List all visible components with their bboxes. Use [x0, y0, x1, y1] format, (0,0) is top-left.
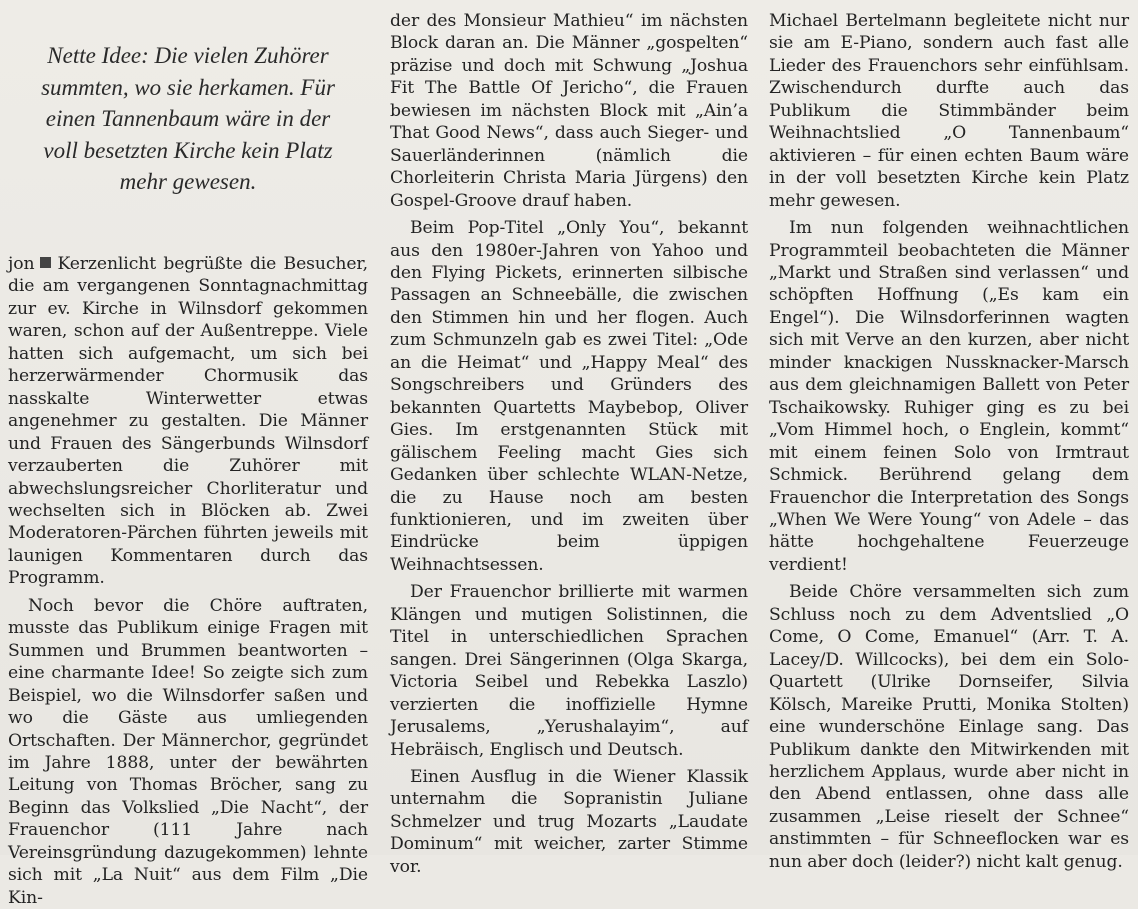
paragraph: Der Frauenchor brillierte mit warmen Klängen und mutigen Solistinnen, die Titel in unterschiedlichen Sprachen sangen. Drei Sängerinnen (Olga Skarga, Victoria Seibel und Rebekka Laszlo) verzierten die inoffizielle Hymne Jerusalems, „Yerushalayim“, auf Hebräisch, Englisch und Deutsch.	[390, 582, 748, 760]
paragraph: Noch bevor die Chöre auftraten, musste das Publikum einige Fragen mit Summen und Brummen beantworten – eine charmante Idee! So zeigte sich zum Beispiel, wo die Wilnsdorfer saßen und wo die Gäste aus umliegenden Ortschaften. Der Männerchor, gegründet im Jahre 1888, unter der bewährten Leitung von Thomas Bröcher, sang zu Beginn das Volkslied „Die Nacht“, der Frauenchor (111 Jahre nach Vereinsgründung dazugekommen) lehnte sich mit „La Nuit“ aus dem Film „Die Kin-	[8, 595, 368, 908]
paragraph: Beide Chöre versammelten sich zum Schluss noch zu dem Adventslied „O Come, O Come, Emanuel“ (Arr. T. A. Lacey/D. Willcocks), bei dem ein Solo-Quartett (Ulrike Dornseifer, Silvia Kölsch, Mareike Prutti, Monika Stolten) eine wunderschöne Einlage sang. Das Publikum dankte den Mitwirkenden mit herzlichem Applaus, wurde aber nicht in den Abend entlassen, ohne dass alle zusammen „Leise rieselt der Schnee“ anstimmten – für Schneeflocken war es nun aber doch (leider?) nicht kalt genug.	[769, 582, 1129, 872]
article-column-2	[390, 10, 748, 878]
byline-bullet-icon	[40, 257, 51, 268]
article-column-1	[8, 253, 368, 909]
paragraph: Michael Bertelmann begleitete nicht nur sie am E-Piano, sondern auch fast alle Lieder des Frauenchors sehr einfühlsam. Zwischendurch durfte auch das Publikum die Stimmbänder beim Weihnachtslied „O Tannenbaum“ aktivieren – für einen echten Baum wäre in der voll besetzten Kirche kein Platz mehr gewesen.	[769, 11, 1129, 211]
byline: jon	[8, 254, 35, 274]
pull-quote: Nette Idee: Die vielen Zuhörer summten, wo sie herkamen. Für einen Tannenbaum wäre in der voll besetzten Kirche kein Platz mehr gewesen.	[41, 43, 335, 194]
paragraph	[8, 253, 368, 590]
paragraph: der des Monsieur Mathieu“ im nächsten Block daran an. Die Männer „gospelten“ präzise und doch mit Schwung „Joshua Fit The Battle Of Jericho“, die Frauen bewiesen im nächsten Block mit „Ain’a That Good News“, dass auch Sieger- und Sauerländerinnen (nämlich die Chorleiterin Christa Maria Jürgens) den Gospel-Groove drauf haben.	[390, 11, 748, 211]
paragraph: Einen Ausflug in die Wiener Klassik unternahm die Sopranistin Juliane Schmelzer und trug Mozarts „Laudate Dominum“ mit weicher, zarter Stimme vor.	[390, 766, 748, 877]
article-column-3	[769, 10, 1129, 873]
paragraph-text: Kerzenlicht begrüßte die Besucher, die am vergangenen Sonntagnachmittag zur ev. Kirche in Wilnsdorf gekommen waren, schon auf der Außentreppe. Viele hatten sich aufgemacht, um sich bei herzerwärmender Chormusik das nasskalte Winterwetter etwas angenehmer zu gestalten. Die Männer und Frauen des Sängerbunds Wilnsdorf verzauberten die Zuhörer mit abwechslungsreicher Chorliteratur und wechselten sich in Blöcken ab. Zwei Moderatoren-Pärchen führten jeweils mit launigen Kommentaren durch das Programm.	[8, 254, 368, 589]
paragraph: Im nun folgenden weihnachtlichen Programmteil beobachteten die Männer „Markt und Straßen sind verlassen“ und schöpften Hoffnung („Es kam ein Engel“). Die Wilnsdorferinnen wagten sich mit Verve an den kurzen, aber nicht minder knackigen Nussknacker-Marsch aus dem gleichnamigen Ballett von Peter Tschaikowsky. Ruhiger ging es zu bei „Vom Himmel hoch, o Englein, kommt“ mit einem feinen Solo von Irmtraut Schmick. Berührend gelang dem Frauenchor die Interpretation des Songs „When We Were Young“ von Adele – das hätte hochgehaltene Feuerzeuge verdient!	[769, 218, 1129, 575]
paragraph: Beim Pop-Titel „Only You“, bekannt aus den 1980er-Jahren von Yahoo und den Flying Pickets, erinnerten silbische Passagen an Schneebälle, die zwischen den Stimmen hin und her flogen. Auch zum Schmunzeln gab es zwei Titel: „Ode an die Heimat“ und „Happy Meal“ des Songschreibers und Gründers des bekannten Quartetts Maybebop, Oliver Gies. Im erstgenannten Stück mit gälischem Feeling macht Gies sich Gedanken über schlechte WLAN-Netze, die zu Hause noch am besten funktionieren, und im zweiten über Eindrücke beim üppigen Weihnachtsessen.	[390, 218, 748, 575]
